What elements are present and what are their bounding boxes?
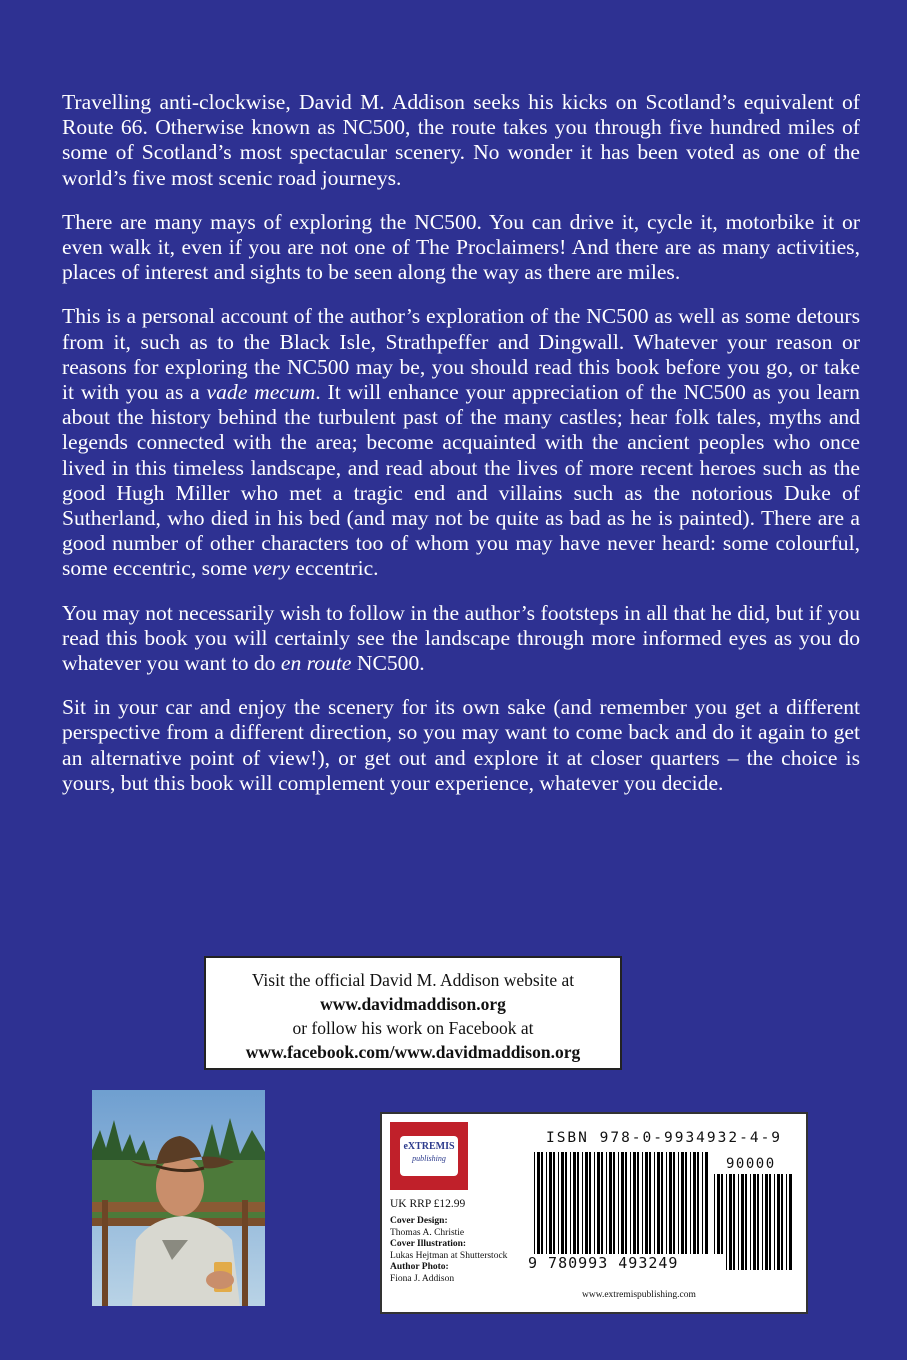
barcode-bar [741, 1174, 744, 1270]
blurb-text: Travelling anti-clockwise, David M. Addison seeks his kicks on Scotland’s equivalent of Route 66. Otherwise known as NC500, the route takes you through five hundred miles of some of Scotland’s most spectacular scenery. No wonder it has been voted as one of the world’s five most scenic road journeys. [62, 90, 860, 190]
barcode-bar [702, 1152, 703, 1270]
blurb-text: This is a personal account of the author’s exploration of the NC500 as well as some detours from it, such as to the Black Isle, Strathpeffer and Dingwall. Whatever your reason or reasons for exploring the NC500 may be, you should read this book before you go, or take it with you as a [62, 304, 860, 405]
blurb-italic-text: very [252, 556, 290, 581]
blurb-text: There are many mays of exploring the NC500. You can drive it, cycle it, motorbike it or even walk it, even if you are not one of The Proclaimers! And there are as many activities, places of interest and sights to be seen along the way as there are miles. [62, 209, 860, 285]
barcode-bar [669, 1152, 672, 1270]
credit-value: Thomas A. Christie [390, 1227, 465, 1238]
barcode-bar [762, 1174, 763, 1270]
barcode-bar [685, 1152, 687, 1270]
barcode-bar [666, 1152, 667, 1270]
barcode-bar [757, 1174, 759, 1270]
author-photo-illustration [92, 1090, 265, 1306]
barcode-bar [589, 1152, 591, 1270]
barcode-bar [561, 1152, 564, 1270]
blurb-paragraph [62, 90, 860, 191]
blurb-text: NC500. [351, 651, 425, 676]
barcode-bar [565, 1152, 567, 1270]
blurb-text: eccentric. [289, 556, 379, 581]
cover-credits [390, 1216, 530, 1285]
credit-label: Cover Design: [390, 1216, 448, 1226]
barcode-bar [577, 1152, 579, 1270]
barcode-bar [585, 1152, 588, 1270]
barcode-bar [678, 1152, 679, 1270]
barcode-bar [649, 1152, 651, 1270]
barcode-bar [613, 1152, 615, 1270]
barcode-bar [582, 1152, 583, 1270]
barcode-bar [549, 1152, 552, 1270]
credit-label: Author Photo: [390, 1262, 449, 1272]
barcode-bar [654, 1152, 655, 1270]
supplement-barcode [712, 1174, 796, 1270]
barcode-bar [537, 1152, 540, 1270]
website-info-box [204, 956, 622, 1070]
barcode-bar [606, 1152, 607, 1270]
barcode-bar [597, 1152, 600, 1270]
blurb-paragraph [62, 601, 860, 677]
barcode-bar [765, 1174, 768, 1270]
barcode-bar [558, 1152, 559, 1270]
barcode-bar [630, 1152, 631, 1270]
publisher-logo [390, 1122, 468, 1190]
author-website-link[interactable]: www.davidmaddison.org [320, 994, 506, 1014]
barcode-bar [786, 1174, 787, 1270]
barcode-bar [609, 1152, 612, 1270]
blurb-paragraph [62, 304, 860, 581]
facebook-intro: or follow his work on Facebook at [292, 1018, 534, 1038]
author-photo [92, 1090, 265, 1306]
recommended-retail-price: UK RRP £12.99 [390, 1198, 466, 1210]
publisher-website[interactable]: www.extremispublishing.com [582, 1290, 696, 1300]
barcode-bar [705, 1152, 708, 1270]
blurb-text: Sit in your car and enjoy the scenery for its own sake (and remember you get a different perspective from a different direction, so you may want to come back and do it again to get an alternative point of view!), or get out and explore it at closer quarters – the choice is yours, but this book will complement your experience, whatever you decide. [62, 695, 860, 795]
barcode-bar [570, 1152, 571, 1270]
barcode-bar [690, 1152, 691, 1270]
barcode-bar [625, 1152, 627, 1270]
barcode-bar [534, 1152, 535, 1270]
credit-value: Lukas Hejtman at Shutterstock [390, 1250, 508, 1261]
blurb-italic-text: vade mecum [206, 380, 316, 405]
barcode-bar [573, 1152, 576, 1270]
credit-value: Fiona J. Addison [390, 1273, 455, 1284]
blurb-paragraph [62, 210, 860, 286]
isbn-number: ISBN 978-0-9934932-4-9 [545, 1130, 783, 1146]
barcode-bar [681, 1152, 684, 1270]
barcode-bar [697, 1152, 699, 1270]
website-intro: Visit the official David M. Addison website at [251, 970, 575, 990]
barcode-bar [637, 1152, 639, 1270]
barcode-bar [661, 1152, 663, 1270]
publisher-logo-badge [400, 1136, 458, 1176]
blurb-paragraph [62, 695, 860, 796]
barcode-bar [729, 1174, 732, 1270]
barcode-bar [774, 1174, 775, 1270]
barcode-bar [633, 1152, 636, 1270]
barcode-bar [789, 1174, 792, 1270]
back-cover-blurb [62, 90, 860, 815]
barcode-bar [673, 1152, 675, 1270]
barcode-bar [738, 1174, 739, 1270]
barcode-bar [781, 1174, 783, 1270]
publisher-logo-subtitle: publishing [412, 1154, 446, 1163]
barcode-bar [645, 1152, 648, 1270]
barcode-bar [726, 1174, 727, 1270]
barcode-bar [769, 1174, 771, 1270]
blurb-text: You may not necessarily wish to follow in the author’s footsteps in all that he did, but if you read this book you will certainly see the landscape through more informed eyes as you do whatever you want to do [62, 600, 860, 676]
price-supplement-code: 90000 [726, 1156, 776, 1172]
barcode-bar [657, 1152, 660, 1270]
barcode-bar [553, 1152, 555, 1270]
barcode-bar [621, 1152, 624, 1270]
credit-label: Cover Illustration: [390, 1239, 467, 1249]
barcode-bar [541, 1152, 543, 1270]
blurb-italic-text: en route [280, 651, 352, 676]
barcode-bar [594, 1152, 595, 1270]
barcode-bar [642, 1152, 643, 1270]
barcode-bar [546, 1152, 547, 1270]
publisher-logo-name: eXTREMIS [403, 1141, 455, 1152]
blurb-text: . It will enhance your appreciation of the NC500 as you learn about the history behind the turbulent past of the many castles; hear folk tales, myths and legends connected with the area; become acquainted with the ancient peoples who once lived in this timeless landscape, and read about the lives of more recent heroes such as the good Hugh Miller who met a tragic end and villains such as the notorious Duke of Sutherland, who died in his bed (and may not be quite as bad as he is painted). There are a good number of other characters too of whom you may have never heard: some colourful, some eccentric, some [62, 380, 860, 581]
barcode-bar [733, 1174, 735, 1270]
barcode-bar [750, 1174, 751, 1270]
publisher-barcode-box [380, 1112, 808, 1314]
barcode-bar [753, 1174, 756, 1270]
ean-digits: 9 780993 493249 [524, 1254, 724, 1272]
barcode-bar [601, 1152, 603, 1270]
barcode-bar [777, 1174, 780, 1270]
barcode-bar [693, 1152, 696, 1270]
barcode-bar [618, 1152, 619, 1270]
facebook-link[interactable]: www.facebook.com/www.davidmaddison.org [245, 1042, 581, 1062]
barcode-bar [745, 1174, 747, 1270]
